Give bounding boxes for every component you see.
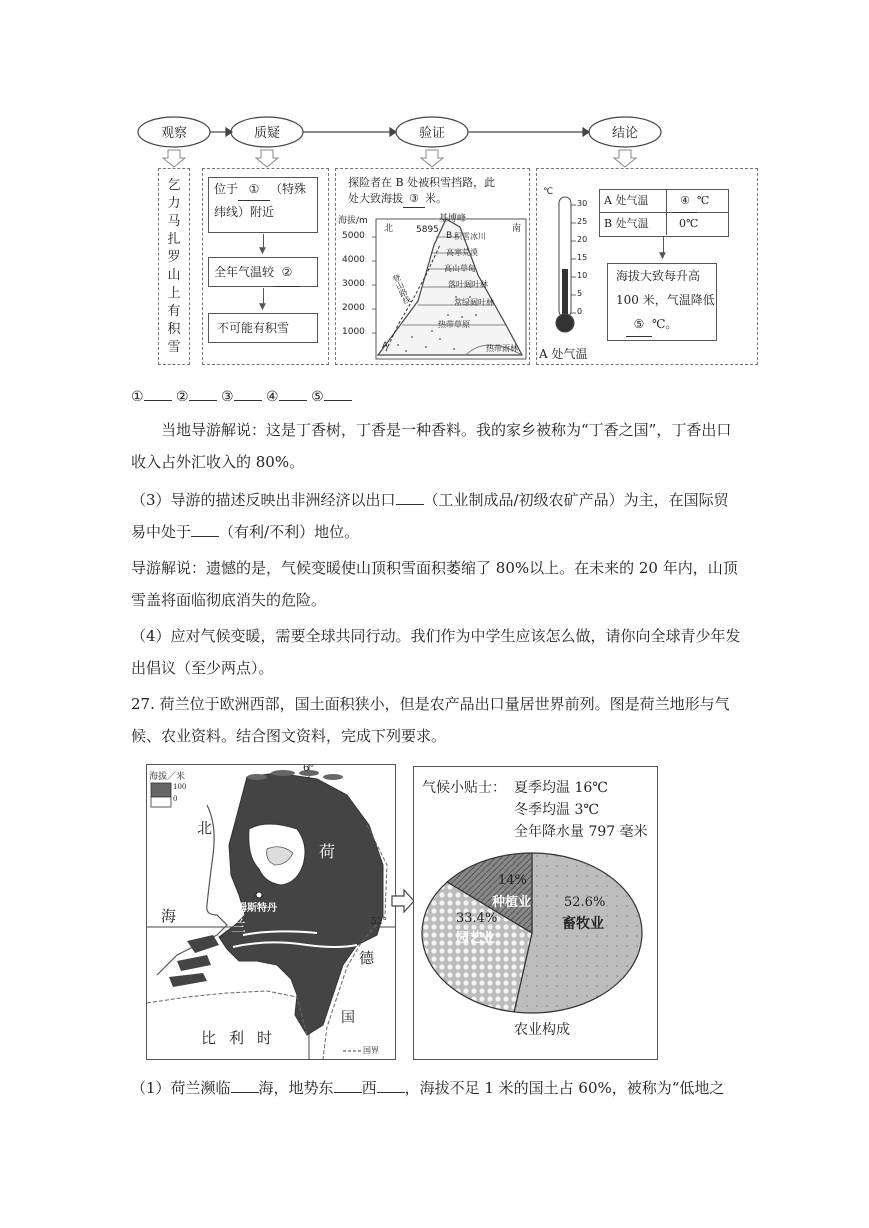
amsterdam-dot — [256, 892, 262, 898]
step-question: 质疑 — [253, 126, 280, 141]
verify-north: 北 — [384, 224, 394, 234]
belt-label-4: 常绿阔叶林 — [454, 298, 494, 307]
step-observe: 观察 — [160, 126, 187, 141]
observe-char: 上 — [167, 286, 181, 301]
answer-blanks-line — [131, 386, 352, 405]
verify-south: 南 — [512, 224, 522, 234]
q27-blank-3[interactable] — [377, 1078, 405, 1093]
belt-label-6: 热带雨林 — [486, 344, 518, 353]
observe-box — [158, 168, 190, 365]
thermo-tick-label: 25 — [577, 217, 588, 226]
q3-c: （有利/不利）地位。 — [219, 523, 360, 541]
map-label-north: 北 — [197, 819, 213, 837]
belt-label-2: 高山草甸 — [444, 264, 476, 273]
guide-paragraph-1: 当地导游解说：这是丁香树，丁香是一种香料。我的家乡被称为“丁香之国”，丁香出口收入占外汇收入的 80%。 — [131, 421, 732, 471]
q-box2-a: 全年气温较 — [214, 265, 275, 279]
belt-label-0: 积雪冰川 — [454, 232, 486, 241]
ans-1: ① — [131, 389, 144, 405]
step-conclude: 结论 — [611, 126, 638, 141]
pie-label-crop: 14% — [498, 873, 527, 888]
belt-label-1: 高寒荒漠 — [446, 248, 478, 257]
row1-unit: ℃ — [697, 194, 710, 207]
q27-blank-1[interactable] — [231, 1078, 259, 1093]
map-label-he: 荷 — [319, 842, 336, 861]
q27-1-b: 海，地势东 — [258, 1079, 334, 1097]
q27-1-c: 西 — [361, 1079, 377, 1097]
agriculture-pie-chart — [414, 843, 657, 1043]
q-line1-a: 位于 — [214, 182, 239, 196]
pie-name-crop: 种植业 — [492, 895, 532, 910]
row1-value — [667, 190, 728, 212]
q27-blank-2[interactable] — [334, 1078, 362, 1093]
thermo-tick-label: 15 — [577, 253, 588, 262]
rule-box — [607, 263, 717, 341]
q3-a: （3）导游的描述反映出非洲经济以出口 — [131, 491, 396, 509]
ans-4: ④ — [266, 389, 279, 405]
verify-ylabel: 海拔/m — [338, 216, 368, 226]
q3-blank-2[interactable] — [191, 522, 219, 537]
rule-2: 100 米，气温降低 — [616, 293, 715, 307]
pie-name-livestock: 畜牧业 — [562, 916, 604, 932]
verify-box — [335, 168, 530, 365]
map-lon-label: 6° — [303, 764, 315, 774]
blank-2: ② — [274, 258, 300, 287]
temp-table — [599, 189, 729, 237]
flow-down-head-2: ▼ — [259, 302, 266, 312]
question-card-1 — [208, 177, 318, 233]
verify-text-1: 探险者在 B 处被积雪挡路，此 — [348, 176, 496, 189]
question-card-3 — [208, 313, 318, 343]
conclusion-box — [536, 168, 758, 365]
observe-char: 山 — [167, 268, 181, 283]
ans-blank-2[interactable] — [189, 386, 217, 401]
observe-text — [159, 177, 189, 357]
verify-peak: 基博峰 — [439, 214, 467, 224]
q3-blank-1[interactable] — [396, 490, 424, 505]
climate-rain: 全年降水量 797 毫米 — [514, 824, 648, 840]
verify-text-2b: 米。 — [425, 192, 447, 205]
down-arrows — [163, 150, 636, 167]
ans-blank-1[interactable] — [144, 386, 172, 401]
ans-blank-4[interactable] — [279, 386, 307, 401]
altitude-tick-label: 5000 — [342, 231, 365, 241]
thermo-tick-label: 5 — [577, 289, 583, 298]
observe-char: 有 — [167, 304, 181, 319]
map-label-de: 德 — [359, 949, 375, 967]
pie-label-horti: 33.4% — [456, 911, 498, 926]
blank-3: ③ — [403, 191, 425, 208]
guide-paragraph-2: 导游解说：遗憾的是，气候变暖使山顶积雪面积萎缩了 80%以上。在未来的 20 年内，山顶雪盖将面临彻底消失的危险。 — [131, 559, 738, 609]
row2-label: B 处气温 — [600, 213, 667, 235]
observe-char: 雪 — [167, 340, 181, 355]
route-label: 登山路线 — [390, 272, 413, 306]
map-border-legend: 国界 — [363, 1046, 379, 1055]
thermo-tick-label: 0 — [577, 307, 583, 316]
rule-3-unit: ℃。 — [652, 317, 678, 331]
observe-char: 罗 — [167, 250, 181, 265]
verify-B: B — [446, 231, 453, 241]
observe-char: 积 — [167, 322, 181, 337]
thermo-caption: A 处气温 — [539, 347, 588, 361]
observe-char: 扎 — [167, 232, 181, 247]
climate-winter: 冬季均温 3℃ — [514, 802, 600, 818]
question-card-2 — [208, 257, 318, 287]
thermo-tick-label: 30 — [577, 199, 588, 208]
q3-b: （工业制成品/初级农矿产品）为主，在国际贸易中处于 — [131, 491, 729, 541]
ans-blank-5[interactable] — [324, 386, 352, 401]
pie-slices — [422, 853, 642, 1013]
observe-char: 力 — [167, 196, 181, 211]
netherlands-map — [146, 764, 396, 1060]
ans-5: ⑤ — [311, 389, 324, 405]
altitude-tick-label: 3000 — [342, 279, 365, 289]
belt-label-3: 落叶阔叶林 — [448, 280, 488, 289]
q27-1-a: （1）荷兰濒临 — [131, 1079, 231, 1097]
map-label-li: 利 — [229, 1029, 245, 1047]
q-line2: 纬线）附近 — [214, 205, 275, 219]
pie-caption: 农业构成 — [514, 1022, 570, 1038]
verify-text-2a: 处大致海拔 — [348, 192, 403, 205]
map-city-label: 阿姆斯特丹 — [227, 903, 277, 914]
map-lat-label: 52° — [371, 917, 387, 927]
climate-agri-panel — [413, 766, 658, 1060]
pie-slice-livestock — [514, 853, 642, 1013]
blank-4: ④ — [673, 190, 697, 213]
altitude-tick-label: 4000 — [342, 255, 365, 265]
map-legend-100: 100 — [173, 783, 187, 791]
map-legend-0: 0 — [173, 795, 178, 803]
map-label-lan: 兰 — [231, 917, 247, 935]
verify-A: A — [382, 341, 389, 351]
question-27-1 — [131, 1072, 741, 1104]
map-label-bi: 比 — [201, 1029, 217, 1047]
q-box3: 不可能有积雪 — [217, 321, 290, 335]
q-line1-b: （特殊 — [270, 182, 307, 196]
altitude-tick-label: 1000 — [342, 327, 365, 337]
thermo-tick-label: 10 — [577, 271, 588, 280]
flow-down-head: ▼ — [259, 246, 266, 256]
question-3 — [131, 484, 741, 548]
inquiry-flow-diagram — [130, 110, 760, 368]
ans-2: ② — [176, 389, 189, 405]
climate-summer: 夏季均温 16℃ — [514, 780, 608, 796]
ans-3: ③ — [221, 389, 234, 405]
question-4: （4）应对气候变暖，需要全球共同行动。我们作为中学生应该怎么做，请你向全球青少年发出倡议（至少两点）。 — [131, 627, 741, 677]
question-box — [202, 168, 329, 365]
rule-1: 海拔大致每升高 — [616, 269, 701, 283]
map-label-guo: 国 — [341, 1010, 355, 1026]
observe-char: 马 — [167, 214, 181, 229]
altitude-tick-label: 2000 — [342, 303, 365, 313]
verify-text — [348, 175, 528, 208]
climate-title: 气候小贴士： — [422, 780, 506, 796]
observe-char: 乞 — [167, 178, 181, 193]
thermometer — [539, 191, 599, 341]
ans-blank-3[interactable] — [234, 386, 262, 401]
row2-value: 0℃ — [679, 217, 699, 230]
belt-label-5: 热带草原 — [438, 320, 470, 329]
pie-name-horti: 园艺业 — [456, 931, 496, 946]
pie-label-livestock: 52.6% — [564, 895, 606, 910]
question-27: 27. 荷兰位于欧洲西部，国土面积狭小，但是农产品出口量居世界前列。图是荷兰地形与气候、农业资料。结合图文资料，完成下列要求。 — [131, 695, 730, 745]
map-legend-title: 海拔／米 — [149, 772, 186, 782]
row1-label: A 处气温 — [600, 190, 667, 212]
map-label-shi: 时 — [257, 1029, 273, 1047]
verify-peak-height: 5895 — [416, 225, 439, 235]
thermo-unit: ℃ — [543, 187, 554, 197]
concl-down-head: ▼ — [659, 251, 666, 261]
blank-5: ⑤ — [626, 312, 652, 337]
q27-1-d: ，海拔不足 1 米的国土占 60%，被称为“低地之 — [404, 1079, 725, 1097]
thermo-tick-label: 20 — [577, 235, 588, 244]
blank-1: ① — [238, 178, 270, 201]
step-verify: 验证 — [418, 126, 445, 141]
map-label-sea: 海 — [161, 907, 177, 925]
